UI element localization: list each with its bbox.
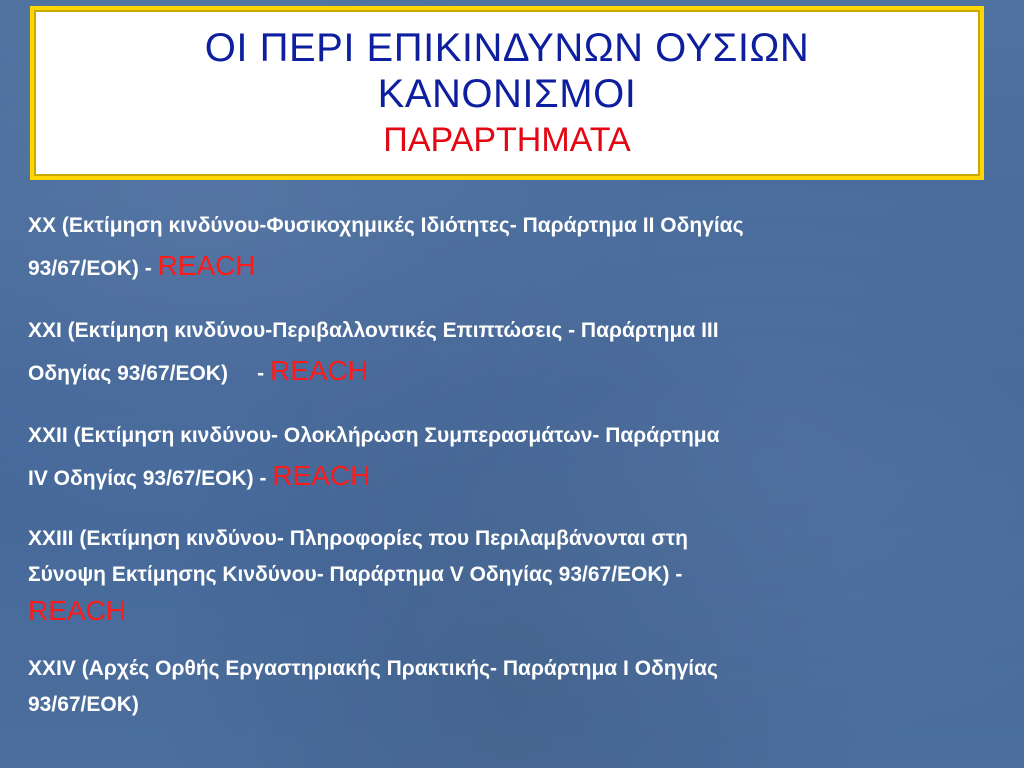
item-xxiii-reach: REACH [28,595,127,626]
item-xx-line2-wrap [28,246,988,289]
list-item-xxiv [28,651,988,723]
list-item-xxi [28,311,988,394]
item-xxi-line1: XXI (Εκτίμηση κινδύνου-Περιβαλλοντικές Επιπτώσεις - Παράρτημα ΙΙΙ [28,319,719,342]
item-xx-line2: 93/67/ΕΟΚ) - [28,257,158,280]
item-xxiii-line1: XXIII (Εκτίμηση κινδύνου- Πληροφορίες που Περιλαμβάνονται στη [28,527,688,550]
item-xxii-line2-wrap [28,456,988,499]
item-xxi-line2: Οδηγίας 93/67/ΕΟΚ) - [28,362,270,385]
title-box [30,6,984,180]
item-xx-line1: XX (Εκτίμηση κινδύνου-Φυσικοχημικές Ιδιότητες- Παράρτημα ΙΙ Οδηγίας [28,214,744,237]
item-xxii-reach: REACH [272,460,371,491]
item-xxi-reach: REACH [269,355,368,386]
subtitle: ΠΑΡΑΡΤΗΜΑΤΑ [383,121,631,159]
item-xxii-line2: IV Οδηγίας 93/67/ΕΟΚ) - [28,467,273,490]
list-item-xx [28,206,988,289]
item-xxii-line1: XXII (Εκτίμηση κινδύνου- Ολοκλήρωση Συμπερασμάτων- Παράρτημα [28,424,720,447]
list-item-xxiii [28,521,988,629]
item-xxiv-line1: XXIV (Αρχές Ορθής Εργαστηριακής Πρακτικής- Παράρτημα Ι Οδηγίας [28,657,718,680]
item-xxiv-line2: 93/67/ΕΟΚ) [28,693,139,716]
list-item-xxii [28,416,988,499]
item-xxiii-line2: Σύνοψη Εκτίμησης Κινδύνου- Παράρτημα V Οδηγίας 93/67/ΕΟΚ) - [28,563,683,586]
annex-list [28,206,988,745]
title-line-1: ΟΙ ΠΕΡΙ ΕΠΙΚΙΝΔΥΝΩΝ ΟΥΣΙΩΝ [204,26,810,70]
item-xxi-line2-wrap [28,351,988,394]
item-xx-reach: REACH [157,250,256,281]
title-line-2: ΚΑΝΟΝΙΣΜΟΙ [377,72,637,116]
